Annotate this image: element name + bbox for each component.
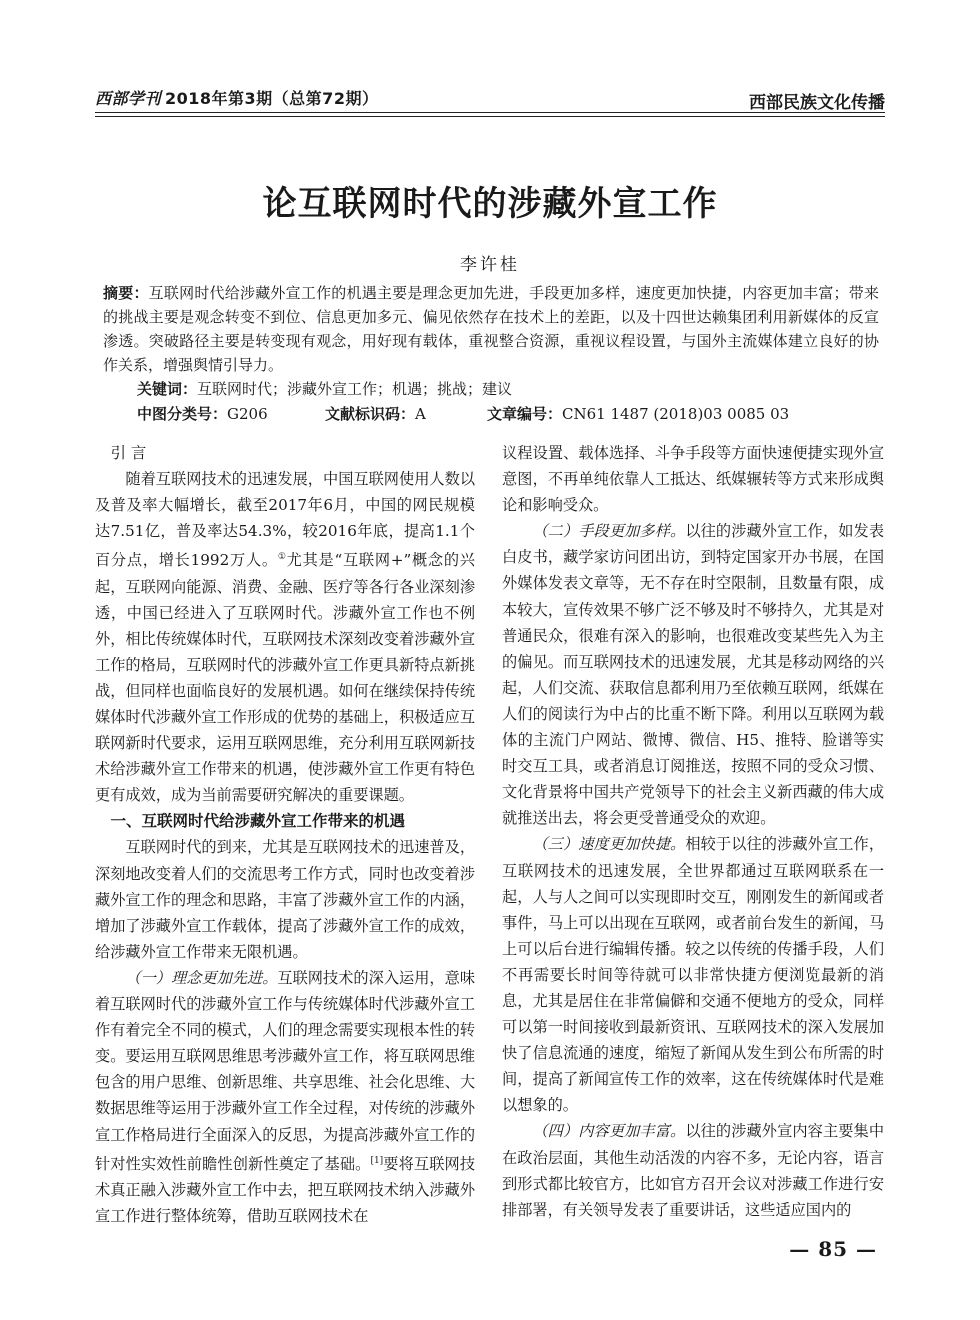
sub1-text-a: 互联网技术的深入运用，意味着互联网时代的涉藏外宣工作与传统媒体时代涉藏外宣工作有着完全不同的模式，人们的理念需要实现根本性的转变。要运用互联网思维思考涉藏外宣工作，将互联网思维包含的用户思维、创新思维、共享思维、社会化思维、大数据思维等运用于涉藏外宣工作全过程，对传统的涉藏外宣工作格局进行全面深入的反思，为提高涉藏外宣工作的针对性实效性前瞻性创新性奠定了基础。 — [95, 968, 476, 1173]
sub4-label: （四）内容更加丰富。 — [532, 1122, 686, 1141]
page-number: — 85 — — [789, 1237, 877, 1261]
abstract-label: 摘要： — [103, 284, 149, 302]
keywords-label: 关键词： — [137, 380, 198, 398]
intro-heading: 引 言 — [110, 444, 147, 462]
article-author: 李许桂 — [460, 255, 520, 275]
sub2-label: （二）手段更加多样。 — [532, 522, 686, 541]
keywords — [137, 378, 512, 399]
sub1-paragraph — [95, 965, 475, 1229]
intro-text-b: 尤其是“互联网+”概念的兴起，互联网向能源、消费、金融、医疗等各行各业深刻渗透，中国已经进入了互联网时代。涉藏外宣工作也不例外，相比传统媒体时代，互联网技术深刻改变着涉藏外宣工作的格局，互联网时代的涉藏外宣工作更具新特点新挑战，但同样也面临良好的发展机遇。如何在继续保持传统媒体时代涉藏外宣工作形成的优势的基础上，积极适应互联网新时代要求，运用互联网思维，充分利用互联网新技术给涉藏外宣工作带来的机遇，使涉藏外宣工作更有特色更有成效，成为当前需要研究解决的重要课题。 — [95, 551, 475, 805]
clc-label: 中图分类号： — [137, 405, 228, 423]
header-section: 西部民族文化传播 — [749, 93, 885, 113]
section1-heading: 一、互联网时代给涉藏外宣工作带来的机遇 — [110, 812, 406, 831]
footnote-ref: ① — [277, 552, 287, 563]
article-number-value: CN61 1487 (2018)03 0085 03 — [562, 405, 790, 423]
sub3-paragraph — [502, 831, 884, 1118]
sub1-label: （一）理念更加先进。 — [125, 968, 278, 987]
sub2-paragraph — [502, 518, 884, 831]
doc-code-label: 文献标识码： — [325, 405, 416, 423]
sub1-text-b: 要将互联网技术真正融入涉藏外宣工作中去，把互联网技术纳入涉藏外宣工作进行整体统筹，借助互联网技术在 — [95, 1154, 476, 1225]
intro-text-a: 随着互联网技术的迅速发展，中国互联网使用人数以及普及率大幅增长，截至2017年6月，中国的网民规模达7.51亿，普及率达54.3%，较2016年底，提高1.1个百分点，增长1992万人。 — [95, 470, 475, 570]
sub2-text: 以往的涉藏外宣工作，如发表白皮书，藏学家访问团出访，到特定国家开办书展，在国外媒体发表文章等，无不存在时空限制，且数量有限，成本较大，宣传效果不够广泛不够及时不够持久，尤其是对普通民众，很难有深入的影响，也很难改变某些先入为主的偏见。而互联网技术的迅速发展，尤其是移动网络的兴起，人们交流、获取信息都利用乃至依赖互联网，纸媒在人们的阅读行为中占的比重不断下降。利用以互联网为载体的主流门户网站、微博、微信、H5、推特、脸谱等实时交互工具，或者消息订阅推送，按照不同的受众习惯、文化背景将中国共产党领导下的社会主义新西藏的伟大成就推送出去，将会更受普通受众的欢迎。 — [502, 522, 885, 828]
citation-ref: [1] — [370, 1155, 384, 1166]
intro-paragraph — [95, 466, 475, 808]
issue-info: 2018年第3期（总第72期） — [165, 89, 379, 108]
abstract — [103, 281, 879, 377]
section1-paragraph: 互联网时代的到来，尤其是互联网技术的迅速普及，深刻地改变着人们的交流思考工作方式，同时也改变着涉藏外宣工作的理念和思路，丰富了涉藏外宣工作的内涵，增加了涉藏外宣工作载体，提高了涉藏外宣工作的成效，给涉藏外宣工作带来无限机遇。 — [95, 838, 475, 961]
header-rule — [95, 112, 885, 113]
classification-line — [137, 403, 897, 427]
left-column — [95, 440, 475, 1229]
sub4-paragraph — [502, 1118, 884, 1222]
header-rule-thin — [95, 116, 885, 117]
sub4-text: 以往的涉藏外宣内容主要集中在政治层面，其他生动活泼的内容不多，无论内容，语言到形式都比较官方，比如官方召开会议对涉藏工作进行安排部署，有关领导发表了重要讲话，这些适应国内的 — [502, 1122, 885, 1219]
continued-paragraph: 议程设置、载体选择、斗争手段等方面快速便捷实现外宣意图，不再单纯依靠人工抵达、纸媒辗转等方式来形成舆论和影响受众。 — [502, 444, 884, 515]
journal-name: 西部学刊 — [95, 89, 162, 108]
abstract-text: 互联网时代给涉藏外宣工作的机遇主要是理念更加先进，手段更加多样，速度更加快捷，内容更加丰富；带来的挑战主要是观念转变不到位、信息更加多元、偏见依然存在技术上的差距，以及十四世达赖集团利用新媒体的反宣渗透。突破路径主要是转变现有观念，用好现有载体，重视整合资源，重视议程设置，与国外主流媒体建立良好的协作关系，增强舆情引导力。 — [103, 284, 879, 374]
clc-value: G206 — [227, 405, 268, 423]
keywords-text: 互联网时代；涉藏外宣工作；机遇；挑战；建议 — [197, 380, 513, 398]
header-journal-issue — [95, 86, 378, 109]
right-column — [502, 440, 884, 1223]
doc-code-value: A — [415, 405, 426, 423]
sub3-label: （三）速度更加快捷。 — [532, 835, 686, 854]
article-number-label: 文章编号： — [487, 405, 563, 423]
sub3-text: 相较于以往的涉藏外宣工作，互联网技术的迅速发展，全世界都通过互联网联系在一起，人与人之间可以实现即时交互，刚刚发生的新闻或者事件，马上可以出现在互联网，或者前台发生的新闻，马上可以后台进行编辑传播。较之以传统的传播手段，人们不再需要长时间等待就可以非常快捷方便浏览最新的消息，尤其是居住在非常偏僻和交通不便地方的受众，同样可以第一时间接收到最新资讯、互联网技术的深入发展加快了信息流通的速度，缩短了新闻从发生到公布所需的时间，提高了新闻宣传工作的效率，这在传统媒体时代是难以想象的。 — [502, 835, 885, 1115]
article-title: 论互联网时代的涉藏外宣工作 — [262, 184, 718, 224]
